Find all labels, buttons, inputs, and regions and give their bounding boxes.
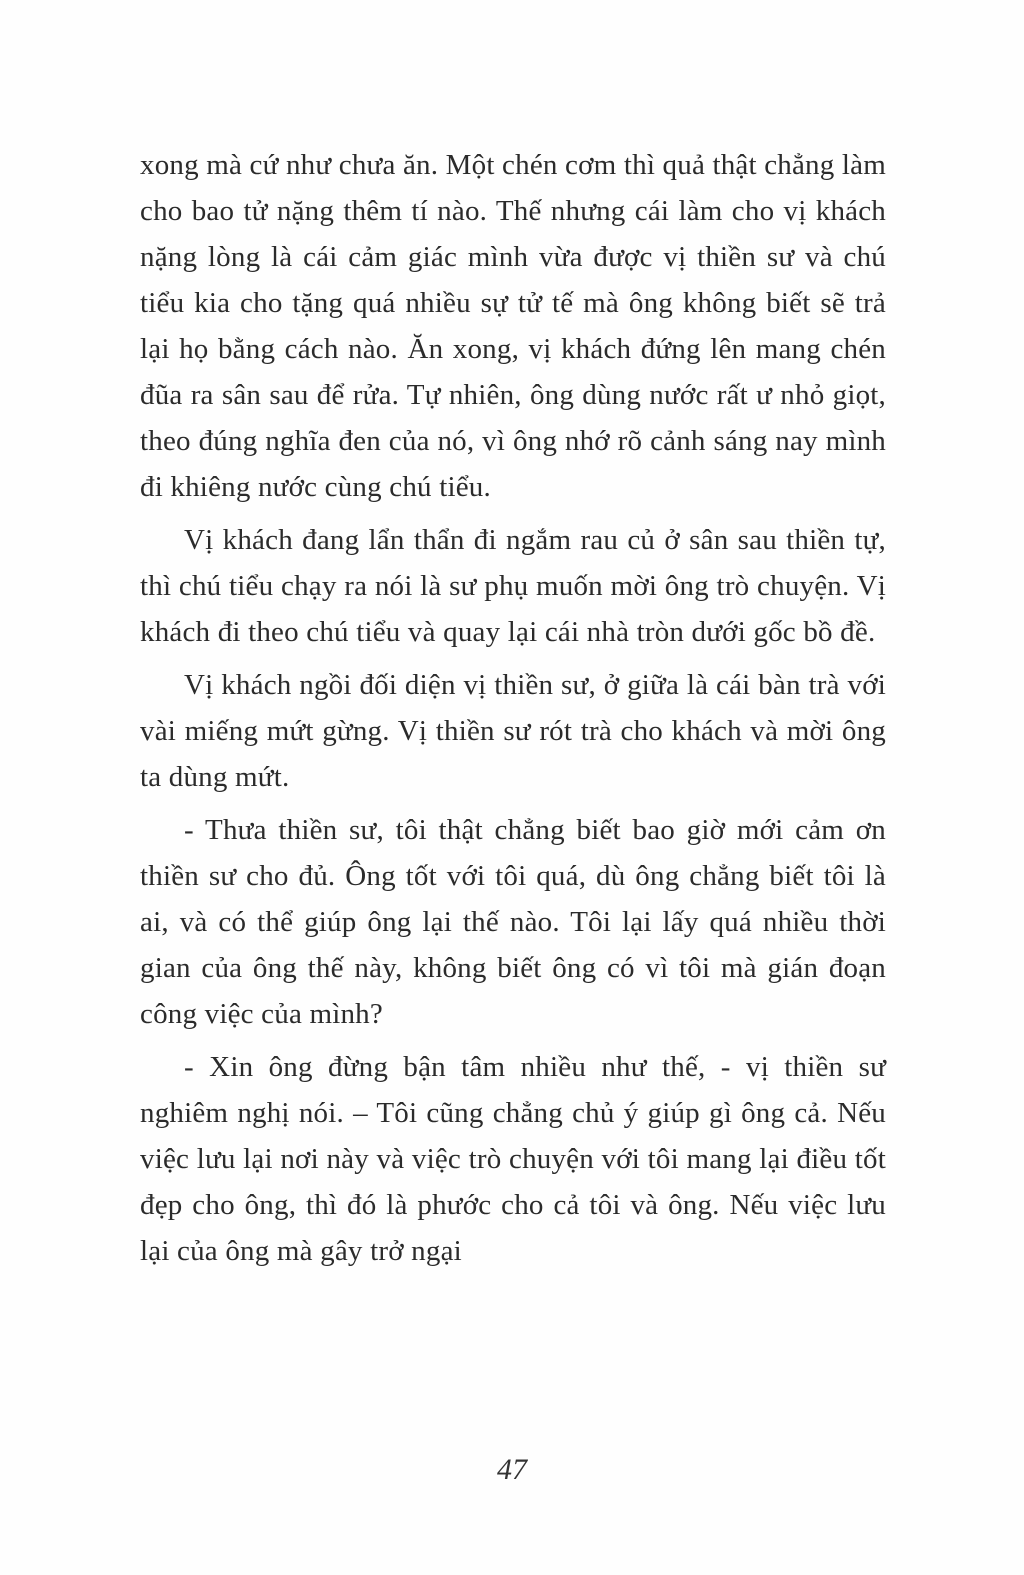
paragraph: Vị khách đang lẩn thẩn đi ngắm rau củ ở sân sau thiền tự, thì chú tiểu chạy ra nói là sư phụ muốn mời ông trò chuyện. Vị khách đi theo chú tiểu và quay lại cái nhà tròn dưới gốc bồ đề. [140, 524, 886, 648]
paragraph-dialogue: - Xin ông đừng bận tâm nhiều như thế, - vị thiền sư nghiêm nghị nói. – Tôi cũng chẳng chủ ý giúp gì ông cả. Nếu việc lưu lại nơi này và việc trò chuyện với tôi mang lại điều tốt đẹp cho ông, thì đó là phước cho cả tôi và ông. Nếu việc lưu lại của ông mà gây trở ngại [140, 1051, 886, 1267]
paragraph-dialogue: - Thưa thiền sư, tôi thật chẳng biết bao giờ mới cảm ơn thiền sư cho đủ. Ông tốt với tôi quá, dù ông chẳng biết tôi là ai, và có thể giúp ông lại thế nào. Tôi lại lấy quá nhiều thời gian của ông thế này, không biết ông có vì tôi mà gián đoạn công việc của mình? [140, 814, 886, 1030]
body-text [140, 142, 886, 1281]
paragraph: Vị khách ngồi đối diện vị thiền sư, ở giữa là cái bàn trà với vài miếng mứt gừng. Vị thiền sư rót trà cho khách và mời ông ta dùng mứt. [140, 669, 886, 793]
page-number: 47 [497, 1453, 527, 1486]
paragraph-continuation: xong mà cứ như chưa ăn. Một chén cơm thì quả thật chẳng làm cho bao tử nặng thêm tí nào. Thế nhưng cái làm cho vị khách nặng lòng là cái cảm giác mình vừa được vị thiền sư và chú tiểu kia cho tặng quá nhiều sự tử tế mà ông không biết sẽ trả lại họ bằng cách nào. Ăn xong, vị khách đứng lên mang chén đũa ra sân sau để rửa. Tự nhiên, ông dùng nước rất ư nhỏ giọt, theo đúng nghĩa đen của nó, vì ông nhớ rõ cảnh sáng nay mình đi khiêng nước cùng chú tiểu. [140, 149, 886, 503]
